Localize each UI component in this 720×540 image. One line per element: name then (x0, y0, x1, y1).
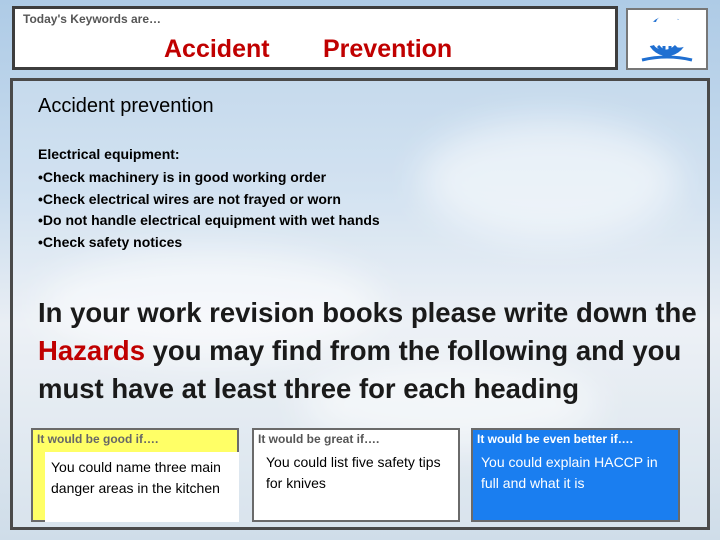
card-good-text: You could name three main danger areas in the kitchen (51, 459, 221, 496)
bullet-item: •Do not handle electrical equipment with wet hands (38, 212, 380, 228)
topic-title: Accident prevention (38, 95, 214, 117)
card-good-inner (45, 452, 239, 522)
hazards-highlight: Hazards (38, 335, 145, 366)
card-good (31, 428, 239, 522)
bullet-item: •Check machinery is in good working order (38, 169, 327, 185)
card-great-label: It would be great if…. (258, 432, 380, 446)
tree-icon (628, 10, 706, 68)
card-great-text: You could list five safety tips for knives (266, 454, 441, 491)
keyword-prevention: Prevention (323, 35, 453, 63)
instruction-part: In your work revision books please write down the (38, 297, 697, 328)
electrical-equipment-heading: Electrical equipment: (38, 146, 180, 162)
bullet-item: •Check electrical wires are not frayed or worn (38, 190, 341, 207)
instruction-text (38, 294, 708, 408)
safety-bullet-list (38, 167, 380, 253)
keywords-header (12, 6, 618, 70)
card-even-better-label: It would be even better if…. (477, 432, 634, 446)
card-great (252, 428, 460, 522)
card-even-better (471, 428, 680, 522)
logo (626, 8, 708, 70)
keyword-accident: Accident (164, 35, 270, 63)
card-good-label: It would be good if…. (37, 432, 159, 446)
keywords-label: Today's Keywords are… (23, 12, 162, 26)
bullet-item: •Check safety notices (38, 233, 183, 250)
card-even-better-text: You could explain HACCP in full and what it is (481, 454, 658, 491)
instruction-part: you may find from the following and you must have at least three for each heading (38, 335, 682, 404)
